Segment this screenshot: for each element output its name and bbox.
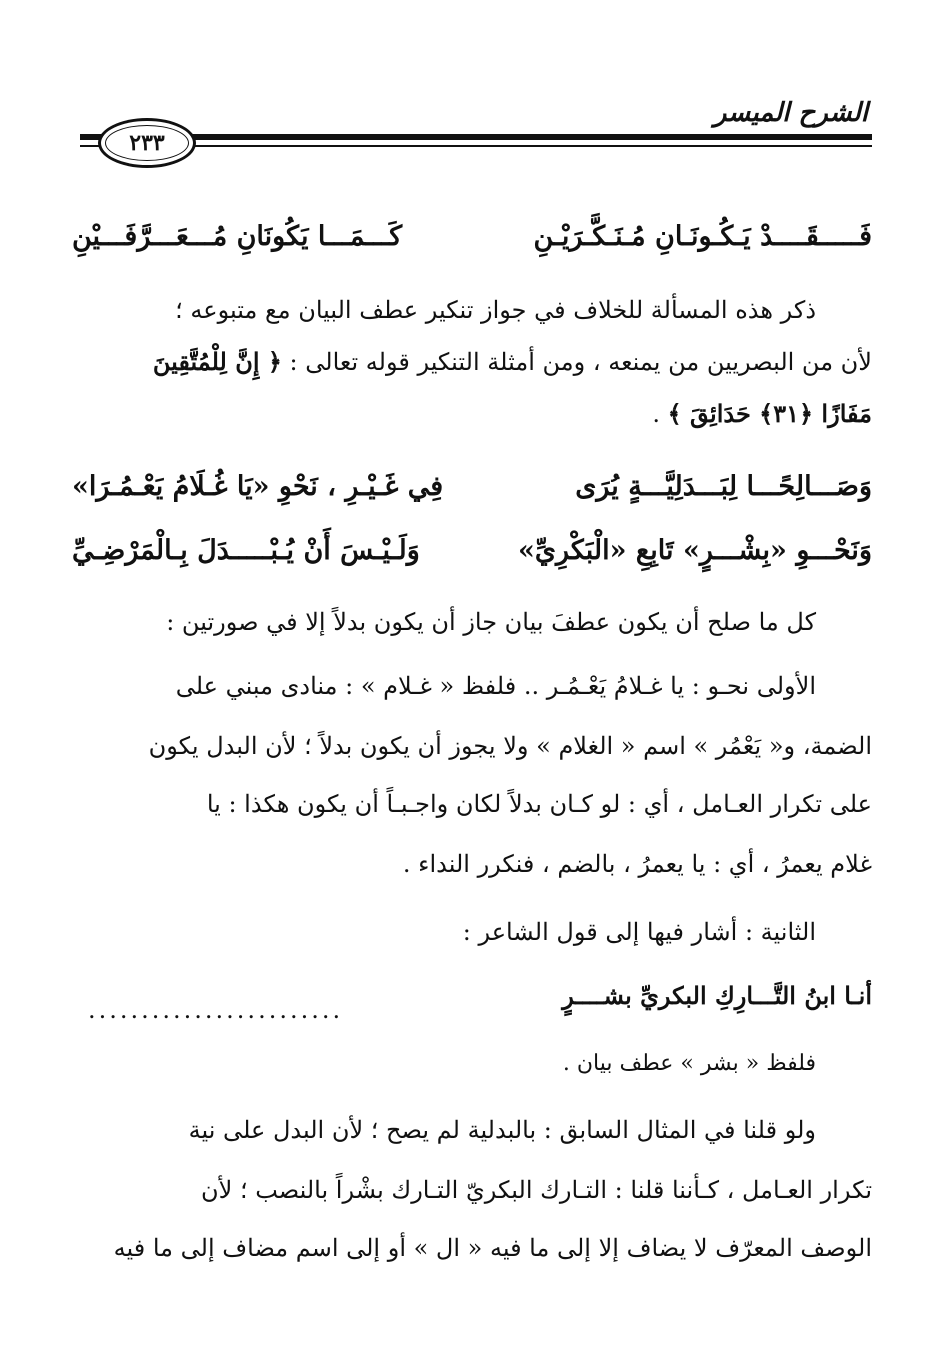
para1-line2	[72, 342, 872, 382]
verse-1-first-hemistich: فَـــــقَــــدْ يَـكُـونَـانِ مُـنَـكَّـرَيْـنِ	[533, 220, 872, 252]
para1-line1: ذكر هذه المسألة للخلاف في جواز تنكير عطف البيان مع متبوعه ؛	[175, 296, 816, 324]
para4-line1: الثانية : أشار فيها إلى قول الشاعر :	[462, 918, 816, 946]
verse-2-first-hemistich: وَصَـــالِحًـــا لِبَـــدَلِيَّـــةٍ يُرَى	[575, 470, 872, 502]
para1-line3-text: .	[652, 400, 668, 428]
running-header-title: الشرح الميسر	[713, 98, 868, 128]
verse-2-second-hemistich: فِي غَـيْـرِ ، نَحْوِ «يَا غُـلَامُ يَعْـمُـرَا»	[72, 470, 444, 502]
para3-line1: الأولى نحـو : يا غـلامُ يَعْـمُـر .. فلفظ « غـلام » : منادى مبني على	[175, 672, 816, 700]
para3-line2: الضمة، و« يَعْمُر » اسم « الغلام » ولا يجوز أن يكون بدلاً ؛ لأن البدل يكون	[148, 732, 872, 760]
quran-quote-start: ﴿ إِنَّ لِلْمُتَّقِينَ	[152, 347, 282, 376]
para2-line1: كل ما صلح أن يكون عطفَ بيان جاز أن يكون بدلاً إلا في صورتين :	[166, 608, 816, 636]
verse-line-2	[72, 464, 872, 508]
para4-verse: أنـا ابنُ التَّـــارِكِ البكريِّ بشــــرٍ	[562, 981, 872, 1010]
header-rule-thick	[160, 134, 872, 140]
para5-line3: الوصف المعرّف لا يضاف إلا إلى ما فيه « ال » أو إلى اسم مضاف إلى ما فيه	[113, 1234, 872, 1262]
page-number-oval	[98, 118, 196, 168]
verse-3-second-hemistich: وَلَـيْـسَ أَنْ يُـبْـــــدَلَ بِـالْمَرْضِـيِّ	[72, 534, 420, 566]
quran-quote-end: مَفَازًا ﴿٣١﴾ حَدَائِقَ ﴾	[667, 399, 872, 428]
para1-line3	[72, 394, 872, 434]
verse-line-3	[72, 528, 872, 572]
page-number: ٢٣٣	[129, 130, 165, 156]
verse-3-first-hemistich: وَنَحْـــوِ «بِشْـــرٍ» تَابِعِ «الْبَكْرِيِّ»	[517, 534, 872, 566]
para5-line1: ولو قلنا في المثال السابق : بالبدلية لم يصح ؛ لأن البدل على نية	[188, 1116, 816, 1144]
para5-line2: تكرار العـامل ، كـأننا قلنا : التـارك البكريّ التـارك بشْراً بالنصب ؛ لأن	[201, 1176, 872, 1204]
verse-ellipsis-dots: ........................	[88, 996, 344, 1024]
verse-line-1	[72, 214, 872, 258]
verse-1-second-hemistich: كَـــمَـــا يَكُونَانِ مُـــعَـــرَّفَـــيْنِ	[72, 220, 403, 252]
para3-line4: غلام يعمرُ ، أي : يا يعمرُ ، بالضم ، فنكرر النداء .	[402, 850, 872, 878]
para4-line3: فلفظ « بشر » عطف بيان .	[562, 1051, 816, 1076]
header-rule-thin	[160, 145, 872, 147]
para3-line3: على تكرار العـامل ، أي : لو كـان بدلاً لكان واجـبـاً أن يكون هكذا : يا	[206, 790, 872, 818]
para1-line2-text: لأن من البصريين من يمنعه ، ومن أمثلة التنكير قوله تعالى :	[281, 348, 872, 376]
